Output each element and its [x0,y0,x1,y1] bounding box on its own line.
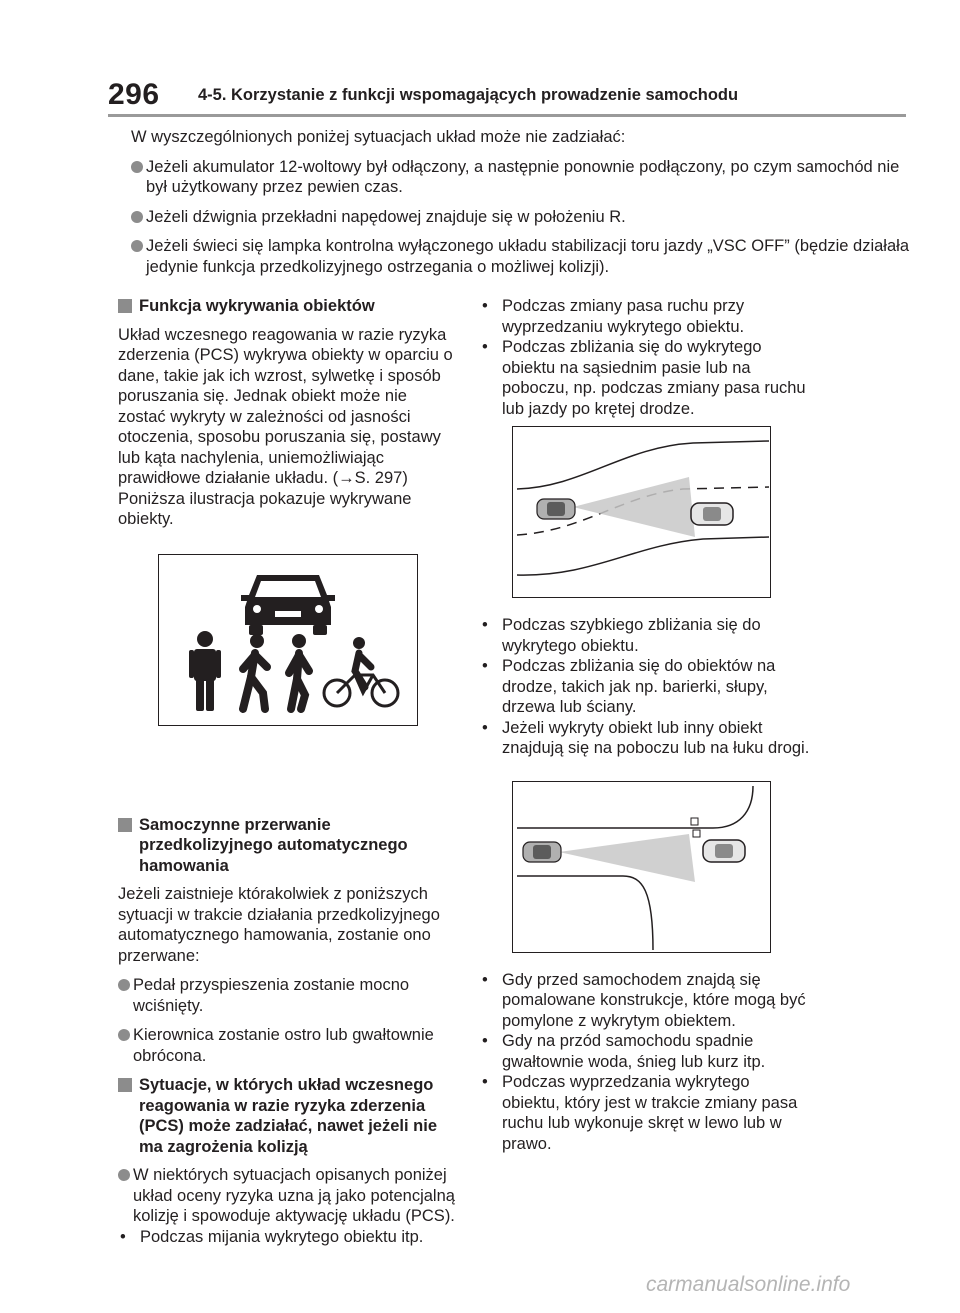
dash-item: • Jeżeli wykryty obiekt lub inny obiekt znajdują się na poboczu lub na łuku drogi. [482,718,810,757]
own-vehicle-icon [523,842,561,862]
dash-item: • Podczas zbliżania się do obiektów na drodze, takich jak np. barierki, słupy, drzewa lub ściany. [482,657,776,716]
detected-vehicle-icon [691,503,733,525]
bullet-dot-icon [118,1169,130,1181]
right-column [480,296,810,1154]
dash-item: • Podczas mijania wykrytego obiektu itp. [120,1227,424,1246]
dash-item: • Gdy przed samochodem znajdą się pomalowane konstrukcje, które mogą być pomylone z wykrytym obiektem. [482,970,806,1030]
square-marker-icon [118,299,132,313]
dash-item: • Gdy na przód samochodu spadnie gwałtownie woda, śnieg lub kurz itp. [482,1032,766,1071]
intro-lead: W wyszczególnionych poniżej sytuacjach układ może nie zadziałać: [131,128,626,146]
car-front-icon [241,575,335,635]
intro-bullet: Jeżeli akumulator 12-woltowy był odłączony, a następnie ponownie podłączony, po czym samochód nie był użytkowany przez pewien czas. [131,157,911,198]
cyclist-icon [324,637,398,706]
section-heading-interrupt: Samoczynne przerwanie przedkolizyjnego automatycznego hamowania [118,815,458,877]
roadside-objects-figure [512,781,771,953]
interrupt-bullet: Kierownica zostanie ostro lub gwałtownie obrócona. [118,1025,458,1066]
sensor-beam-icon [573,477,695,537]
false-activation-bullet: W niektórych sytuacjach opisanych poniżej układ oceny ryzyka uzna ją jako potencjalną kolizję i spowoduje aktywację układu (PCS). [118,1165,458,1227]
detected-vehicle-icon [703,840,745,862]
bullet-dot-icon [118,1029,130,1041]
pedestrian-standing-icon [189,631,221,711]
square-marker-icon [118,818,132,832]
dash-item: • Podczas szybkiego zbliżania się do wykrytego obiektu. [482,616,761,655]
bullet-dot-icon [118,979,130,991]
intro-section [131,127,911,286]
bullet-dot-icon [131,240,143,252]
page-number: 296 [108,78,160,111]
curved-road-figure [512,426,771,598]
watermark: carmanualsonline.info [646,1273,851,1296]
bullet-dot-icon [131,211,143,223]
intro-bullet: Jeżeli dźwignia przekładni napędowej znajduje się w położeniu R. [131,207,911,228]
dash-item: • Podczas zbliżania się do wykrytego obiektu na sąsiednim pasie lub na poboczu, np. podczas zmiany pasa ruchu lub jazdy po krętej drodze. [482,338,806,418]
left-column [118,296,458,1247]
road-curve-outer [517,786,753,828]
section-heading-false-activation: Sytuacje, w których układ wczesnego reagowania w razie ryzyka zderzenia (PCS) może zadziałać, nawet jeżeli nie ma zagrożenia kolizją [118,1075,458,1157]
dash-item: • Podczas wyprzedzania wykrytego obiektu, który jest w trakcie zmiany pasa ruchu lub wykonuje skręt w lewo lub w prawo. [482,1073,798,1153]
intro-bullet: Jeżeli świeci się lampka kontrolna wyłączonego układu stabilizacji toru jazdy „VSC OFF” (będzie działała jedynie funkcja przedkolizyjnego ostrzegania o możliwej kolizji). [131,236,911,277]
chapter-title: 4-5. Korzystanie z funkcji wspomagających prowadzenie samochodu [198,86,739,104]
header-rule [108,114,906,117]
section-heading-detection: Funkcja wykrywania obiektów [118,296,458,317]
sensor-beam-icon [559,834,695,882]
detection-paragraph: Układ wczesnego reagowania w razie ryzyka zderzenia (PCS) wykrywa obiekty w oparciu o dane, takie jak ich wzrost, sylwetkę i sposób poruszania się. Jednak obiekt może nie zostać wykryty w zależności od jasności otoczenia, sposobu poruszania się, postawy lub kąta nachylenia, uniemożliwiając prawidłowe działanie układu. (→S. 297) [118,325,453,487]
road-curve-inner [517,876,653,950]
road-edge-upper [517,441,769,489]
own-vehicle-icon [537,499,575,519]
detected-objects-figure [158,554,418,726]
interrupt-paragraph: Jeżeli zaistnieje którakolwiek z poniższych sytuacji w trakcie działania przedkolizyjnego automatycznego hamowania, zostanie ono przerwane: [118,885,440,965]
square-marker-icon [118,1078,132,1092]
bullet-dot-icon [131,161,143,173]
illustration-caption: Poniższa ilustracja pokazuje wykrywane obiekty. [118,489,412,528]
dash-item: • Podczas zmiany pasa ruchu przy wyprzedzaniu wykrytego obiektu. [482,297,745,336]
pedestrian-walking-icon [243,634,267,709]
road-edge-lower [517,537,769,575]
pedestrian-jogging-icon [289,634,309,709]
interrupt-bullet: Pedał przyspieszenia zostanie mocno wciśnięty. [118,975,458,1016]
